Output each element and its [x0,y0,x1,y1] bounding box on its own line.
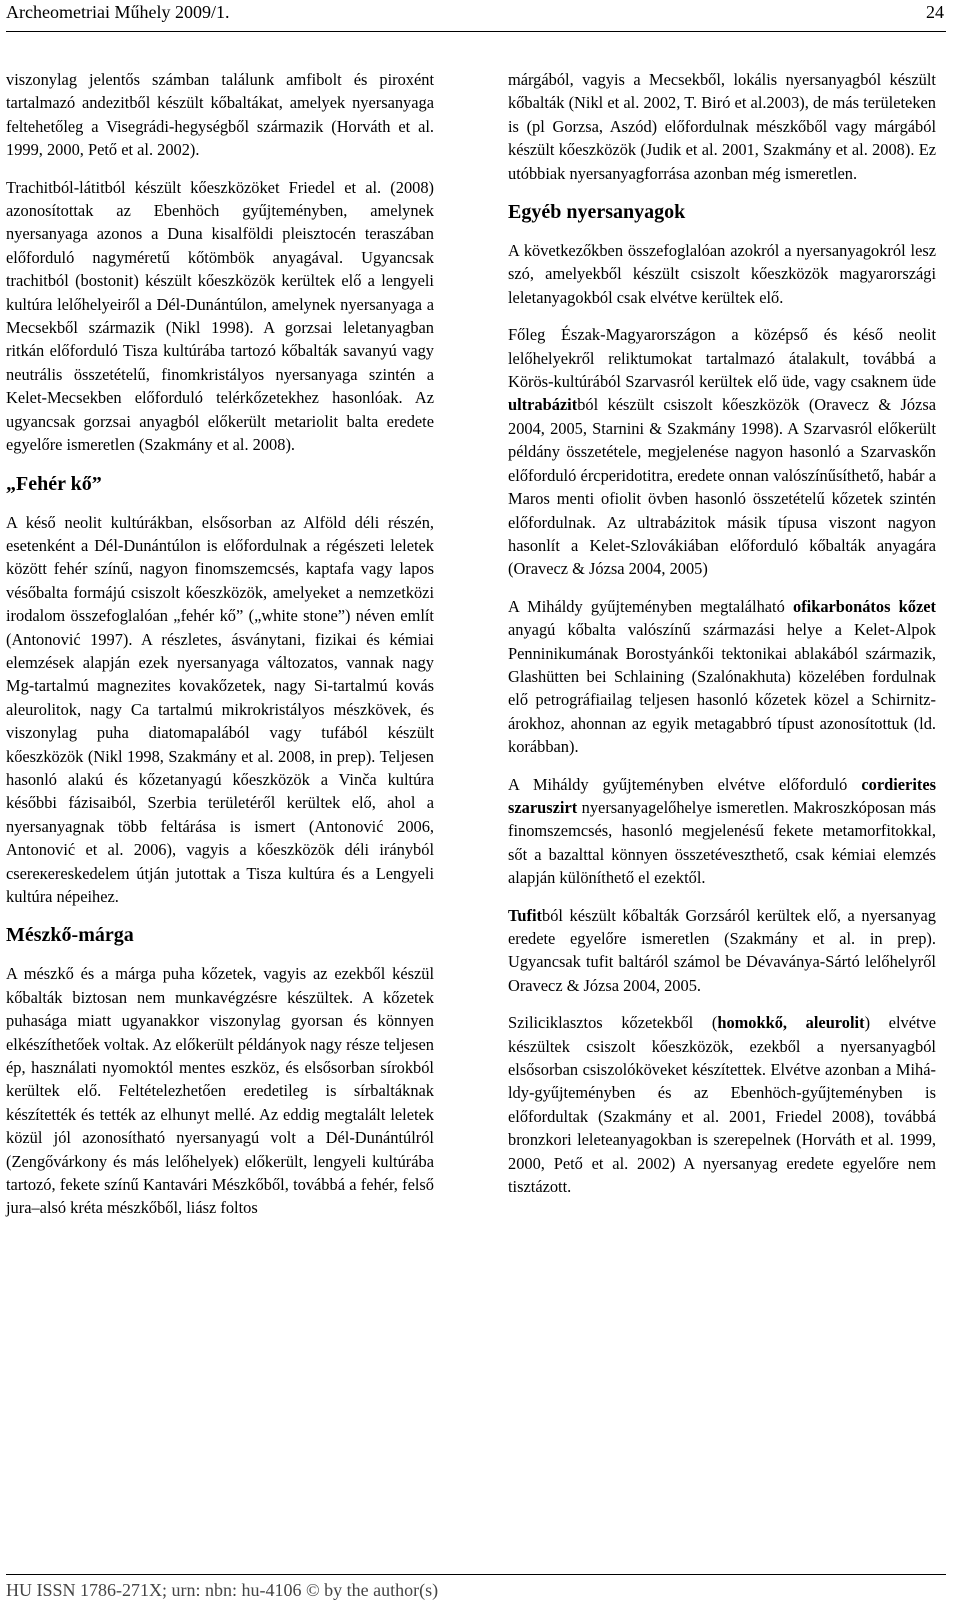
paragraph-cordierites [508,773,936,890]
bold-term-tufit: Tufit [508,905,543,925]
journal-title: Archeometriai Műhely 2009/1. [6,2,230,22]
paragraph-meszko-marga: A mészkő és a márga puha kőzetek, vagyis az ezekből készül kőbalták biztosan nem munkavégzésre készültek. A kőzetek puhasága miatt ugyanakkor viszonylag gyorsan és könnyen elkészíthetőek voltak. Az előkerült példányok nagy része teljesen ép, használati nyomoktól mentes eszköz, és elsősorban sírokból kerültek elő. Feltételezhetően eredetileg is sírbaltáknak készítették és tették az elhunyt mellé. Az eddig megtalált leletek közül jól azonosítható nyersanyagú volt a Dél-Dunántúlról (Zengővárkony és más lelőhelyek) előkerült, lengyeli kultúrába tartozó, fekete színű Kantavári Mészkőből, továbbá a fehér, felső jura–alsó kréta mészkőből, liász foltos [6,964,434,1218]
heading-feher-ko: „Fehér kő” [6,472,102,495]
paragraph-andezit: viszonylag jelentős számban találunk amfibolt és piroxént tartalmazó andezitből készült kőbaltákat, amelyek nyersanyaga feltehetőleg a Visegrádi-hegységből származik (Horváth et al. 1999, 2000, Pető et al. 2002). [6,70,434,160]
text-run: A Miháldy gyűjteményben megtalálható [508,596,794,616]
text-run: anyagú kőbalta valószínű származási helye a Kelet-Alpok Penninikumának Borostyánkői tektonikai ablakából származik, Glashütten bei Schlaining (Szalónakhuta) közelében fordulnak elő petrográfiailag teljesen hasonló kőzetek közel a Schirnitz-árokhoz, ahonnan az egyik metagabbró típust azonosítottuk (ld. korábban). [508,620,936,757]
footer-divider [6,1574,946,1575]
paragraph-egyeb-intro: A következőkben összefoglalóan azokról a nyersanyagokról lesz szó, amelyekből készült csiszolt kőeszközök magyarországi leletanyagokból csak elvétve kerültek elő. [508,241,936,307]
text-run: Sziliciklasztos kőzetekből ( [508,1013,718,1033]
page-number: 24 [926,2,944,22]
heading-meszko-marga: Mészkő-márga [6,924,134,947]
paragraph-ultrabazit [508,323,936,580]
text-run: nyersanyagelőhelye ismeretlen. Makroszkóposan más finomszemcsés, hasonló megjelenésű fekete metamorfitokkal, sőt a bazalttal könnyen összetéveszthető, csak kémiai elemzés alapján különíthető el ezektől. [508,797,936,888]
paragraph-ofikarbonatos [508,595,936,759]
heading-egyeb-nyersanyagok: Egyéb nyersanyagok [508,201,686,224]
text-run: A Miháldy gyűjteményben elvétve előforduló [508,774,862,794]
bold-term-cordierites: cordierites szaruszirt [508,774,936,817]
text-run: ból készült csiszolt kőeszközök (Oravecz & Józsa 2004, 2005, Starnini & Szakmány 1998). A Szarvasról előkerült példány összetétele, megjelenése nagyon hasonló a Szarvaskőn előforduló ércperidotitra, eredete onnan valószínűsíthető, habár a Maros menti ofiolit övben hasonló összetételű kőzetek szintén előfordulnak. Az ultrabázitok másik típusa viszont nagyon hasonlít a Kelet-Szlovákiában előforduló kőbalták anyagára (Oravecz & Józsa 2004, 2005) [508,395,936,579]
paragraph-trachit: Trachitból-látitból készült kőeszközöket Friedel et al. (2008) azonosítottak az Ebenhöch gyűjteményben, amelynek nyersanyaga azonos a Duna kisalföldi pleisztocén teraszában előforduló nagyméretű kőtömbök anyagával. Ugyancsak trachitból (bostonit) készült kőeszközök kerültek elő a lengyeli kultúra lelőhelyeiről a Dél-Dunántúlon, amelynek nyersanyaga a Mecsekből származik (Nikl 1998). A gorzsai leletanyagban ritkán előforduló Tisza kultúrába tartozó kőbalták savanyú vagy neutrális összetételű, finomkristályos nyersanyaga szintén a Kelet-Mecsekben előforduló telérkőzetekhez hasonlóak. Az ugyancsak gorzsai anyagból előkerült metariolit balta eredete egyelőre ismeretlen (Szakmány et al. 2008). [6,177,434,455]
text-run: ) elvétve készültek csiszolt kőeszközök, ezekből a nyersanyagból elsősorban csiszolóköveket készítettek. Elvétve azonban a Miháldy-gyűjteményben és az Ebenhöch-gyűjteményben is előfordultak (Szakmány et al. 2001, Friedel 2008), továbbá bronzkori leleteanyagokban is szerepelnek (Horváth et al. 1999, 2000, Pető et al. 2002) A nyersanyag eredete egyelőre nem tisztázott. [508,1013,936,1197]
left-column [6,68,434,1234]
text-run: ból készült kőbalták Gorzsáról kerültek elő, a nyersanyag eredete egyelőre ismeretlen (Szakmány et al. in prep). Ugyancsak tufit baltáról számol be Dévaványa-Sártó lelőhelyről Oravecz & Józsa 2004, 2005. [508,905,936,995]
right-column [508,68,936,1212]
header-divider [6,31,946,32]
paragraph-feher-ko: A késő neolit kultúrákban, elsősorban az Alföld déli részén, esetenként a Dél-Dunántúlon is előfordulnak a régészeti leletek között fehér színű, nagyon finomszemcsés, kaptafa vagy lapos vésőbalta formájú csiszolt kőeszközök, amelyeket a nemzetközi irodalom összefoglalóan „fehér kő” („white stone”) néven említ (Antonović 1997). A részletes, ásványtani, fizikai és kémiai elemzések alapján ezek nyersanyaga változatos, vannak nagy Mg-tartalmú magnezites kovakőzetek, nagy Si-tartalmú kovás aleurolitok, nagy Ca tartalmú mikrokristályos mészkövek, és viszonylag puha diatomapalából vagy tufából készült kőeszközök (Nikl 1998, Szakmány et al. 2008, in prep). Teljesen hasonló alakú és kőzetanyagú kőeszközök a Vinča kultúra későbbi fázisaiból, Szerbia területéről kerültek elő, ahol a nyersanyagnak több feltárása is ismert (Antonović 2006, Antonović et al. 2006), vagyis a kőeszközök déli irányból csereкereskedelem útján jutottak a Tisza kultúra és a Lengyeli kultúra népeihez. [6,512,434,906]
page-footer: HU ISSN 1786-271X; urn: nbn: hu-4106 © by the author(s) [6,1580,439,1600]
bold-term-ofikarbonatos: ofikarbonátos kőzet [793,596,936,616]
text-run: Főleg Észak-Magyarországon a középső és késő neolit lelőhelyekről reliktumokat tartalmazó átalakult, továbbá a Körös-kultúrából Szarvasról kerültek elő üde, vagy csaknem üde [508,325,936,392]
bold-term-ultrabazit: ultrabázit [508,395,578,415]
bold-term-homokko: homokkő, aleurolit [717,1013,865,1033]
page-header [0,0,960,24]
paragraph-tufit [508,904,936,998]
paragraph-sziliciklasztos [508,1011,936,1198]
paragraph-marga-continued: márgából, vagyis a Mecsekből, lokális nyersanyagból készült kőbalták (Nikl et al. 2002, T. Biró et al.2003), de más területeken is (pl Gorzsa, Aszód) előfordulnak mészkőből vagy márgából készült kőeszközök (Judik et al. 2001, Szakmány et al. 2008). Ez utóbbiak nyersanyagforrása azonban még ismeretlen. [508,70,936,183]
